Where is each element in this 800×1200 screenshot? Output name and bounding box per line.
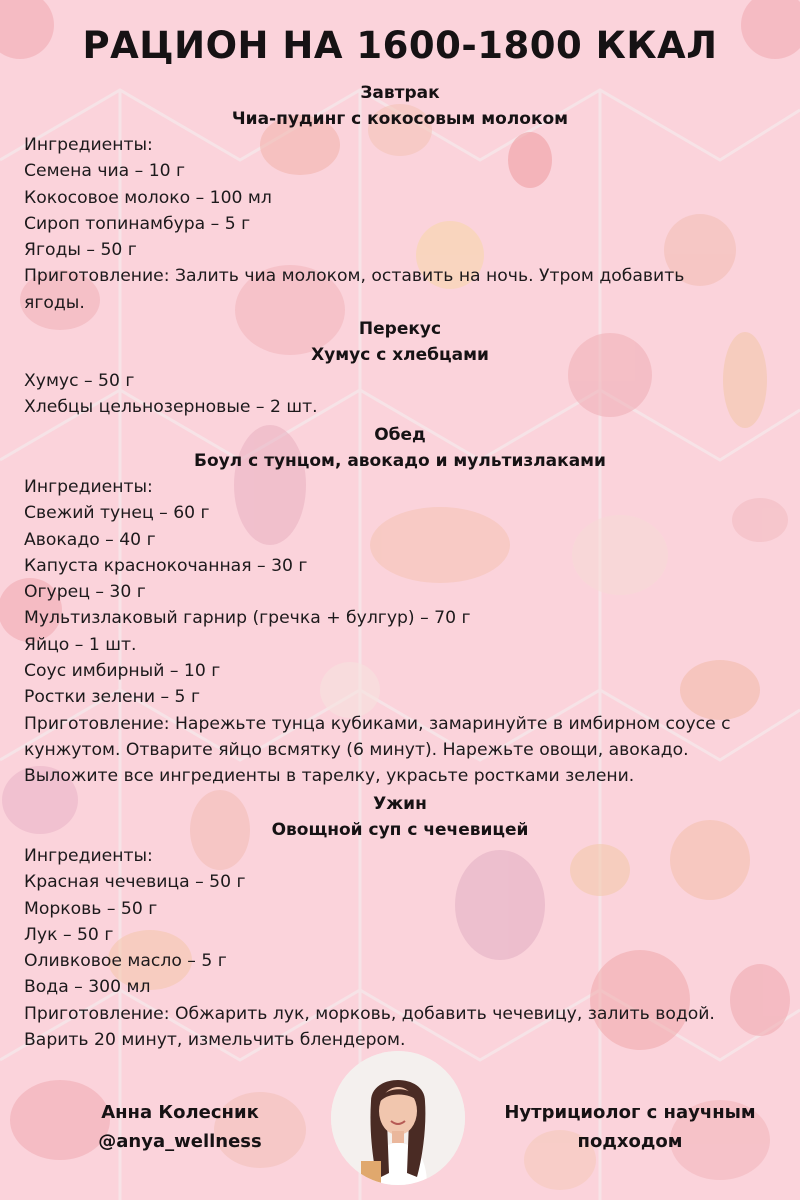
meal-heading: Завтрак xyxy=(360,83,440,103)
recipe-line: Авокадо – 40 г xyxy=(24,529,156,550)
author-photo xyxy=(331,1051,465,1185)
recipe-line: Кокосовое молоко – 100 мл xyxy=(24,187,272,208)
meal-breakfast xyxy=(0,80,800,316)
recipe-line: Ягоды – 50 г xyxy=(24,240,137,261)
author-block xyxy=(60,1098,300,1156)
meal-heading: Ужин xyxy=(373,794,427,814)
tagline-line: Нутрициолог с научным xyxy=(504,1102,756,1123)
recipe-line: Оливковое масло – 5 г xyxy=(24,951,227,972)
dish-title: Овощной суп с чечевицей xyxy=(271,820,529,840)
dish-title: Хумус с хлебцами xyxy=(311,345,489,365)
page-title: РАЦИОН НА 1600-1800 ККАЛ xyxy=(82,24,718,67)
recipe-line: Свежий тунец – 60 г xyxy=(24,503,210,524)
recipe-line: Огурец – 30 г xyxy=(24,582,146,603)
recipe-line: Морковь – 50 г xyxy=(24,898,158,919)
recipe-lines xyxy=(0,843,800,1053)
recipe-line: Хумус – 50 г xyxy=(24,371,135,391)
recipe-lines xyxy=(0,132,800,316)
recipe-lines xyxy=(0,368,800,421)
meal-heading: Перекус xyxy=(358,319,442,339)
tagline-block xyxy=(490,1098,770,1156)
meal-snack xyxy=(0,316,800,421)
recipe-line: Вода – 300 мл xyxy=(24,977,151,998)
recipe-line: Хлебцы цельнозерновые – 2 шт. xyxy=(24,397,318,418)
recipe-line: Лук – 50 г xyxy=(24,924,114,945)
recipe-line: Красная чечевица – 50 г xyxy=(24,872,246,893)
tagline-line: подходом xyxy=(577,1131,683,1152)
recipe-line: Варить 20 минут, измельчить блендером. xyxy=(24,1030,406,1051)
recipe-line: Капуста краснокочанная – 30 г xyxy=(24,555,308,576)
recipe-line: Приготовление: Залить чиа молоком, оставить на ночь. Утром добавить xyxy=(24,266,685,287)
recipe-line: кунжутом. Отварите яйцо всмятку (6 минут). Нарежьте овощи, авокадо. xyxy=(24,739,689,760)
author-name: Анна Колесник xyxy=(101,1102,259,1123)
recipe-line: Соус имбирный – 10 г xyxy=(24,661,221,682)
author-photo-icon xyxy=(331,1051,465,1185)
recipe-line: Сироп топинамбура – 5 г xyxy=(24,213,251,234)
meal-lunch xyxy=(0,422,800,790)
meal-dinner xyxy=(0,791,800,1053)
dish-title: Боул с тунцом, авокадо и мультизлаками xyxy=(194,451,606,471)
recipe-line: Ингредиенты: xyxy=(24,846,153,866)
recipe-line: ягоды. xyxy=(24,292,85,313)
recipe-lines xyxy=(0,474,800,790)
recipe-line: Яйцо – 1 шт. xyxy=(24,634,137,655)
recipe-line: Ингредиенты: xyxy=(24,477,153,497)
meal-heading: Обед xyxy=(374,425,426,445)
recipe-line: Выложите все ингредиенты в тарелку, украсьте ростками зелени. xyxy=(24,766,635,787)
dish-title: Чиа-пудинг с кокосовым молоком xyxy=(231,109,569,129)
recipe-line: Ростки зелени – 5 г xyxy=(24,687,200,708)
recipe-line: Приготовление: Нарежьте тунца кубиками, замаринуйте в имбирном соусе с xyxy=(24,713,731,734)
recipe-line: Мультизлаковый гарнир (гречка + булгур) – 70 г xyxy=(24,608,471,629)
author-handle: @anya_wellness xyxy=(98,1131,262,1152)
recipe-line: Ингредиенты: xyxy=(24,135,153,155)
recipe-line: Приготовление: Обжарить лук, морковь, добавить чечевицу, залить водой. xyxy=(24,1003,715,1024)
recipe-line: Семена чиа – 10 г xyxy=(24,161,186,182)
